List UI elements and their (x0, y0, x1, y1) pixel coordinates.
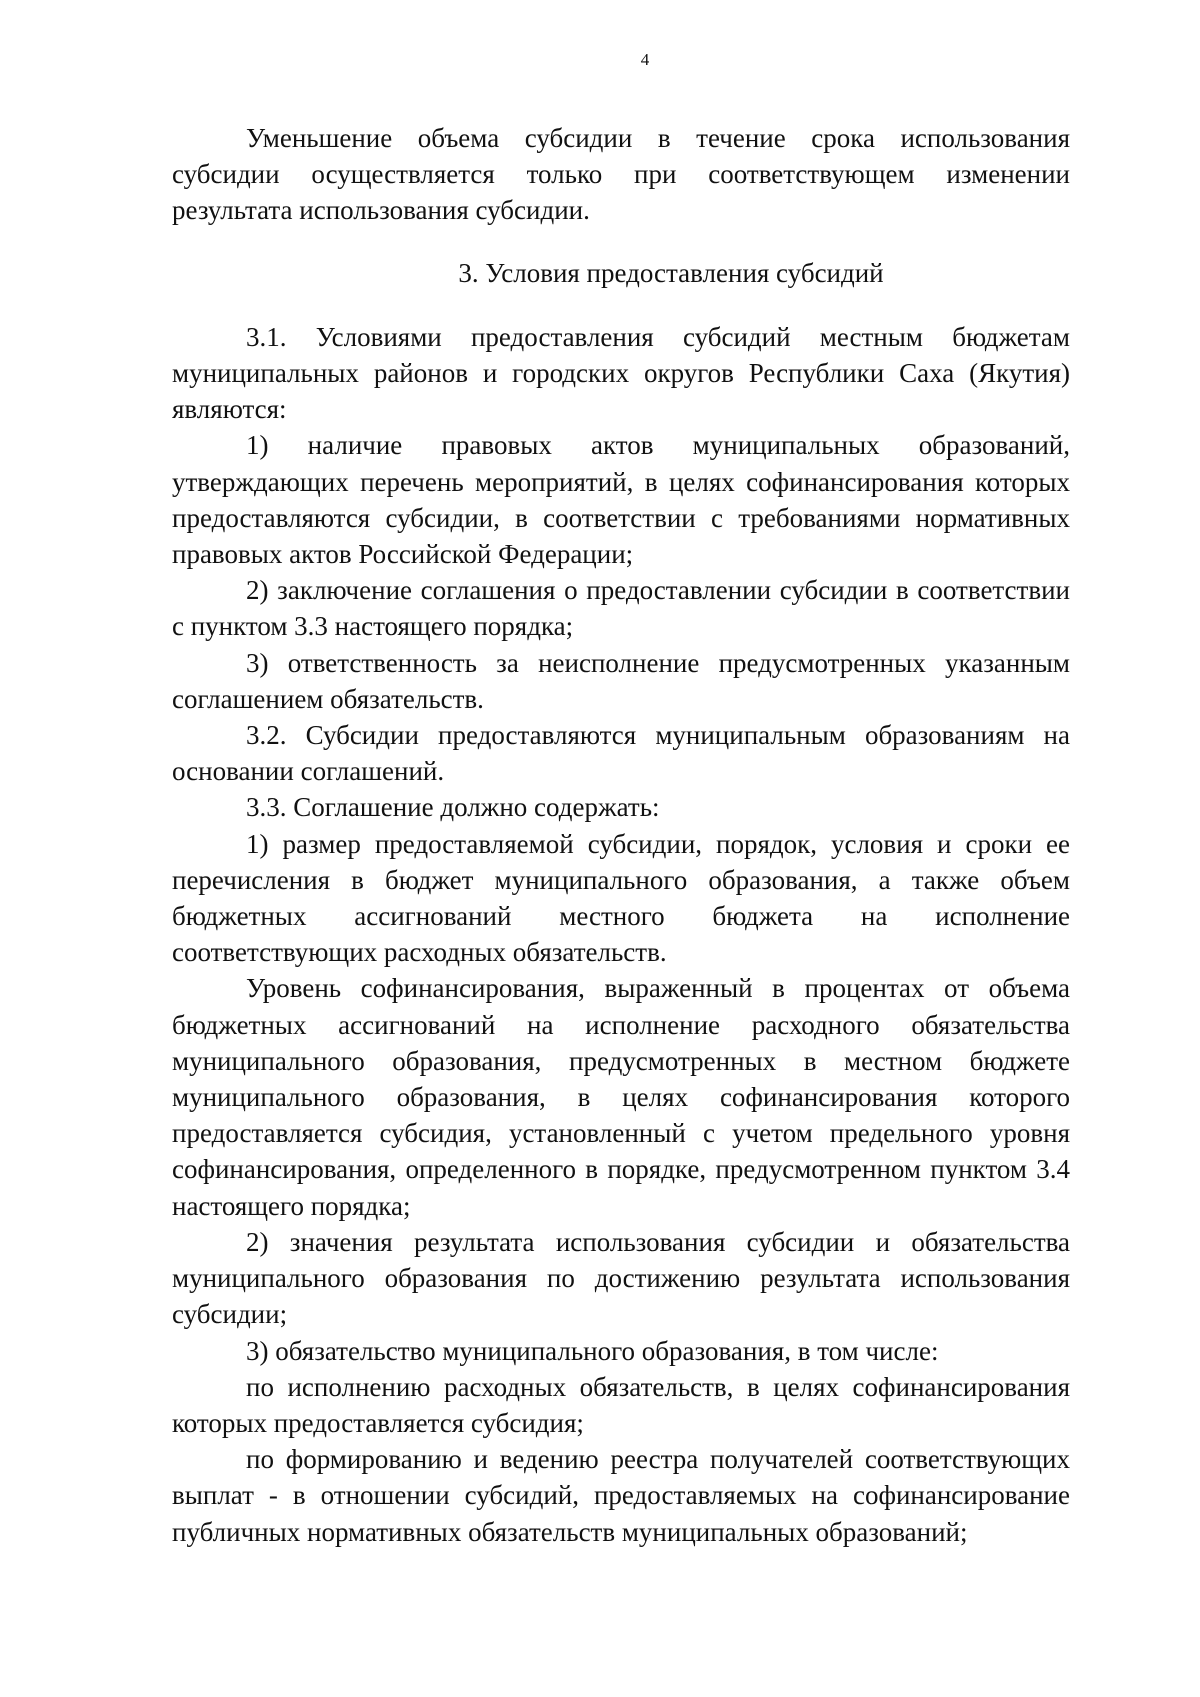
page-number: 4 (640, 50, 650, 69)
paragraph-3-1-item-1: 1) наличие правовых актов муниципальных образований, утверждающих перечень мероприятий, в целях софинансирования которых предоставляются субсидии, в соответствии с требованиями нормативных правовых актов Российской Федерации; (172, 430, 1070, 570)
paragraph-obligation-expenses: по исполнению расходных обязательств, в целях софинансирования которых предоставляется субсидия; (172, 1371, 1070, 1438)
paragraph-3-3-item-1: 1) размер предоставляемой субсидии, порядок, условия и сроки ее перечисления в бюджет муниципального образования, а также объем бюджетных ассигнований местного бюджета на исполнение соответствующих расходных обязательств. (172, 828, 1070, 968)
paragraph-3-3: 3.3. Соглашение должно содержать: (246, 792, 660, 823)
paragraph-3-2: 3.2. Субсидии предоставляются муниципальным образованиям на основании соглашений. (172, 720, 1070, 787)
section-heading: 3. Условия предоставления субсидий (458, 257, 884, 288)
paragraph-3-3-item-3: 3) обязательство муниципального образования, в том числе: (246, 1335, 939, 1366)
paragraph-3-1-item-2: 2) заключение соглашения о предоставлении субсидии в соответствии с пунктом 3.3 настоящего порядка; (172, 575, 1070, 642)
paragraph-subsidy-reduction: Уменьшение объема субсидии в течение срока использования субсидии осуществляется только при соответствующем изменении результата использования субсидии. (172, 123, 1070, 226)
paragraph-3-1: 3.1. Условиями предоставления субсидий местным бюджетам муниципальных районов и городских округов Республики Саха (Якутия) являются: (172, 321, 1070, 425)
paragraph-cofinancing-level: Уровень софинансирования, выраженный в процентах от объема бюджетных ассигнований на исполнение расходного обязательства муниципального образования, предусмотренных в местном бюджете муниципального образования, в целях софинансирования которого предоставляется субсидия, установленный с учетом предельного уровня софинансирования, определенного в порядке, предусмотренном пунктом 3.4 настоящего порядка; (172, 973, 1070, 1221)
paragraph-obligation-registry: по формированию и ведению реестра получателей соответствующих выплат - в отношении субсидий, предоставляемых на софинансирование публичных нормативных обязательств муниципальных образований; (172, 1444, 1070, 1547)
paragraph-3-3-item-2: 2) значения результата использования субсидии и обязательства муниципального образования по достижению результата использования субсидии; (172, 1226, 1070, 1330)
paragraph-3-1-item-3: 3) ответственность за неисполнение предусмотренных указанным соглашением обязательств. (172, 647, 1070, 714)
document-body (172, 0, 1070, 1550)
